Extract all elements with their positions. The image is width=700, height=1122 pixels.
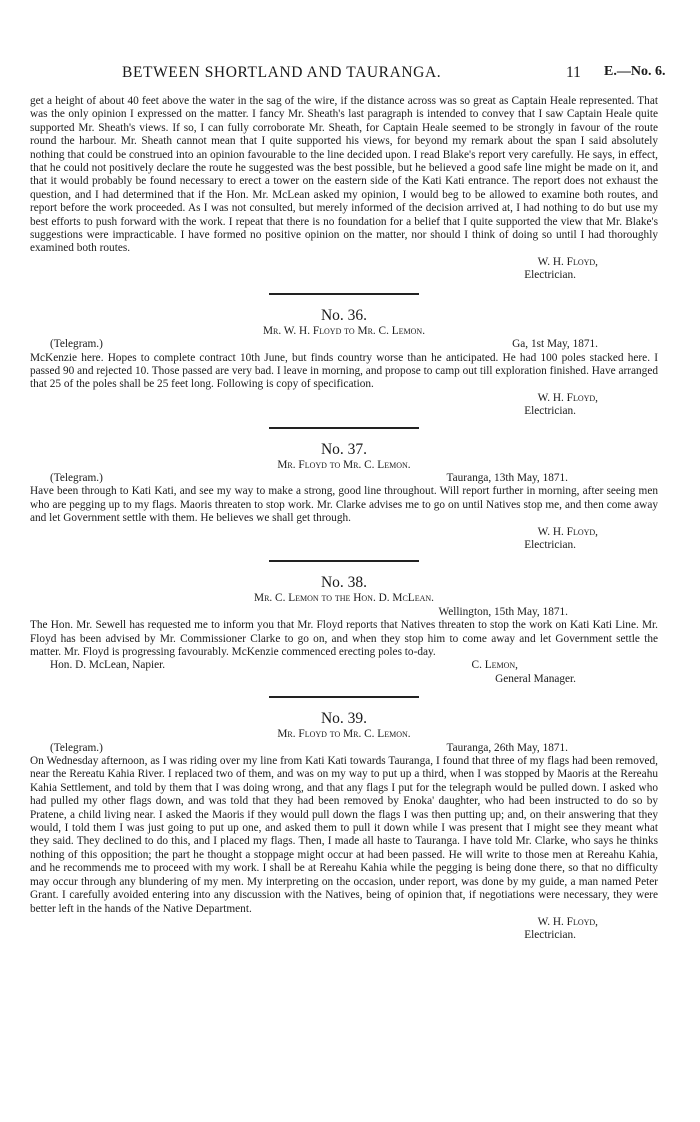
letter-signature	[472, 659, 658, 672]
document-body	[30, 95, 658, 943]
letter-36	[30, 307, 658, 419]
letter-signature	[30, 916, 658, 943]
letter-from-to: Mr. C. Lemon to the Hon. D. McLean.	[254, 592, 434, 605]
letter-place-date: Wellington, 15th May, 1871.	[438, 605, 568, 618]
letter-place-date: Ga, 1st May, 1871.	[512, 338, 598, 351]
signature-name: W. H. Floyd,	[537, 915, 598, 928]
letter-place-date: Tauranga, 13th May, 1871.	[446, 471, 568, 484]
letter-from-to: Mr. Floyd to Mr. C. Lemon.	[277, 728, 411, 741]
letter-heading-line	[30, 472, 658, 485]
signature-title: Electrician.	[524, 929, 576, 942]
letter-text: McKenzie here. Hopes to complete contract 10th June, but finds country worse than he anticipated. He had 100 poles stacked here. I passed 90 and rejected 10. Those passed are very bad. I leave in morning, and propose to camp out till exploration finished. Have arranged that 25 of the poles shall be 25 feet long. Following is copy of specification.	[30, 351, 658, 391]
letter-39	[30, 710, 658, 943]
running-header	[0, 64, 700, 86]
letter-from-to: Mr. W. H. Floyd to Mr. C. Lemon.	[262, 324, 426, 337]
letter-type: (Telegram.)	[50, 338, 103, 351]
page-number: 11	[566, 64, 581, 81]
letter-signature	[30, 526, 658, 553]
signature-name: W. H. Floyd,	[537, 255, 598, 268]
letter-signature-line	[30, 659, 658, 672]
letter-from-to: Mr. Floyd to Mr. C. Lemon.	[277, 458, 411, 471]
letter-number: No. 37.	[320, 440, 368, 458]
signature-name: W. H. Floyd,	[537, 391, 598, 404]
letter-text: Have been through to Kati Kati, and see my way to make a strong, good line throughout. Will report further in morning, after seeing men who are pegging up to my flags. Maoris threaten to stop work. Mr. Clarke advises me to go on until Natives stop me, and then come away and let Government settle with them. He believes we shall get through.	[30, 485, 658, 525]
signature-title: General Manager.	[495, 672, 576, 685]
intro-paragraph: get a height of about 40 feet above the water in the sag of the wire, if the distance across was so great as Captain Heale represented. That was the only opinion I expressed on the matter. I fancy Mr. Sheath's last paragraph is intended to convey that I saw Captain Heale quite supported Mr. Sheath's views. If so, I can fully corroborate Mr. Sheath, for Captain Heale seemed to be strongly in favour of the route round the harbour. Mr. Sheath cannot mean that I quite supported his views, for beyond my remark about the span I said absolutely nothing that could be construed into an opinion favourable to the line decided upon. I read Blake's report very carefully. He says, in effect, that he could not positively declare the route he suggested was the best possible, but he believed a good safe line might be made on it, and that it would probably be found necessary to erect a tower on the eastern side of the Kati Kati entrance. The report does not exhaust the question, and I had determined that if the Hon. Mr. McLean asked my opinion, I would beg to be allowed to examine both routes, and report before the work proceeded. As I was not consulted, but merely informed of the decision arrived at, I had nothing to do but use my best efforts to push forward with the work. I repeat that there is no foundation for a belief that I quite supported the view that Mr. Blake's suggestions were impracticable. I have formed no positive opinion on the matter, nor should I think of doing so until I had thoroughly examined both routes.	[30, 95, 658, 255]
intro-section	[30, 95, 658, 283]
letter-number: No. 38.	[320, 574, 368, 592]
letter-heading-line	[30, 742, 658, 755]
signature-title: Electrician.	[524, 405, 576, 418]
letter-number: No. 39.	[320, 710, 368, 728]
letter-37	[30, 441, 658, 553]
document-reference: E.—No. 6.	[604, 64, 666, 79]
signature-title: Electrician.	[524, 538, 576, 551]
letter-38	[30, 574, 658, 686]
letter-addressee: Hon. D. McLean, Napier.	[50, 659, 166, 672]
letter-heading-line	[30, 338, 658, 351]
letter-text: On Wednesday afternoon, as I was riding over my line from Kati Kati towards Tauranga, I found that three of my flags had been removed, near the Rereatu Kahia River. I replaced two of them, and was on my way to put up a third, when I was stopped by Maoris at the Rereahu Kahia Settlement, and told by them that I was doing wrong, and that any flags I put for the telegraph would be pulled down. I asked who had pulled my other flags down, and was told that they had been removed by Enoka' daughter, who had been instructed to do so by Pratene, a child living near. I asked the Maoris if they would pull down the flags I was then putting up; and, on their answering that they would, I told them I was just going to put up one, and asked them to pull it down while I was present that I might see they meant what they said. They declined to do this, and I placed my flags. Then, I made all haste to Tauranga. I have told Mr. Clarke, who says he thinks nothing of this opposition; the part he thought a stoppage might occur at had been passed. He will write to those men at Rereahu Kahia, and he recommends me to proceed with my work. I shall be at Rereahu Kahia while the pegging is being done there, so that no difficulty may occur through any blundering of my men. My interpreting on the occasion, under report, was done by my guide, a man named Peter Grant. I carefully avoided entering into any discussion with the Natives, being of opinion that, if negotiations were necessary, they were better left in the hands of the Native Department.	[30, 755, 658, 915]
letter-signature	[30, 392, 658, 419]
intro-signature	[30, 256, 658, 283]
letter-type: (Telegram.)	[50, 471, 103, 484]
signature-name: C. Lemon,	[471, 659, 518, 672]
letter-type	[30, 606, 50, 619]
signature-title: Electrician.	[524, 269, 576, 282]
letter-text: The Hon. Mr. Sewell has requested me to inform you that Mr. Floyd reports that Natives threaten to stop the work on Kati Kati Line. Mr. Floyd has been advised by Mr. Commissioner Clarke to go on, and when they stop him to come away and let Government settle the matter. Mr. Floyd is progressing favourably. McKenzie commenced erecting poles to-day.	[30, 619, 658, 658]
letter-heading-line	[30, 606, 658, 619]
running-title: BETWEEN SHORTLAND AND TAURANGA.	[122, 64, 442, 81]
signature-name: W. H. Floyd,	[537, 525, 598, 538]
letter-place-date: Tauranga, 26th May, 1871.	[446, 741, 568, 754]
letter-type: (Telegram.)	[50, 741, 103, 754]
letter-signature-title-line	[30, 673, 658, 686]
letter-number: No. 36.	[320, 306, 368, 324]
